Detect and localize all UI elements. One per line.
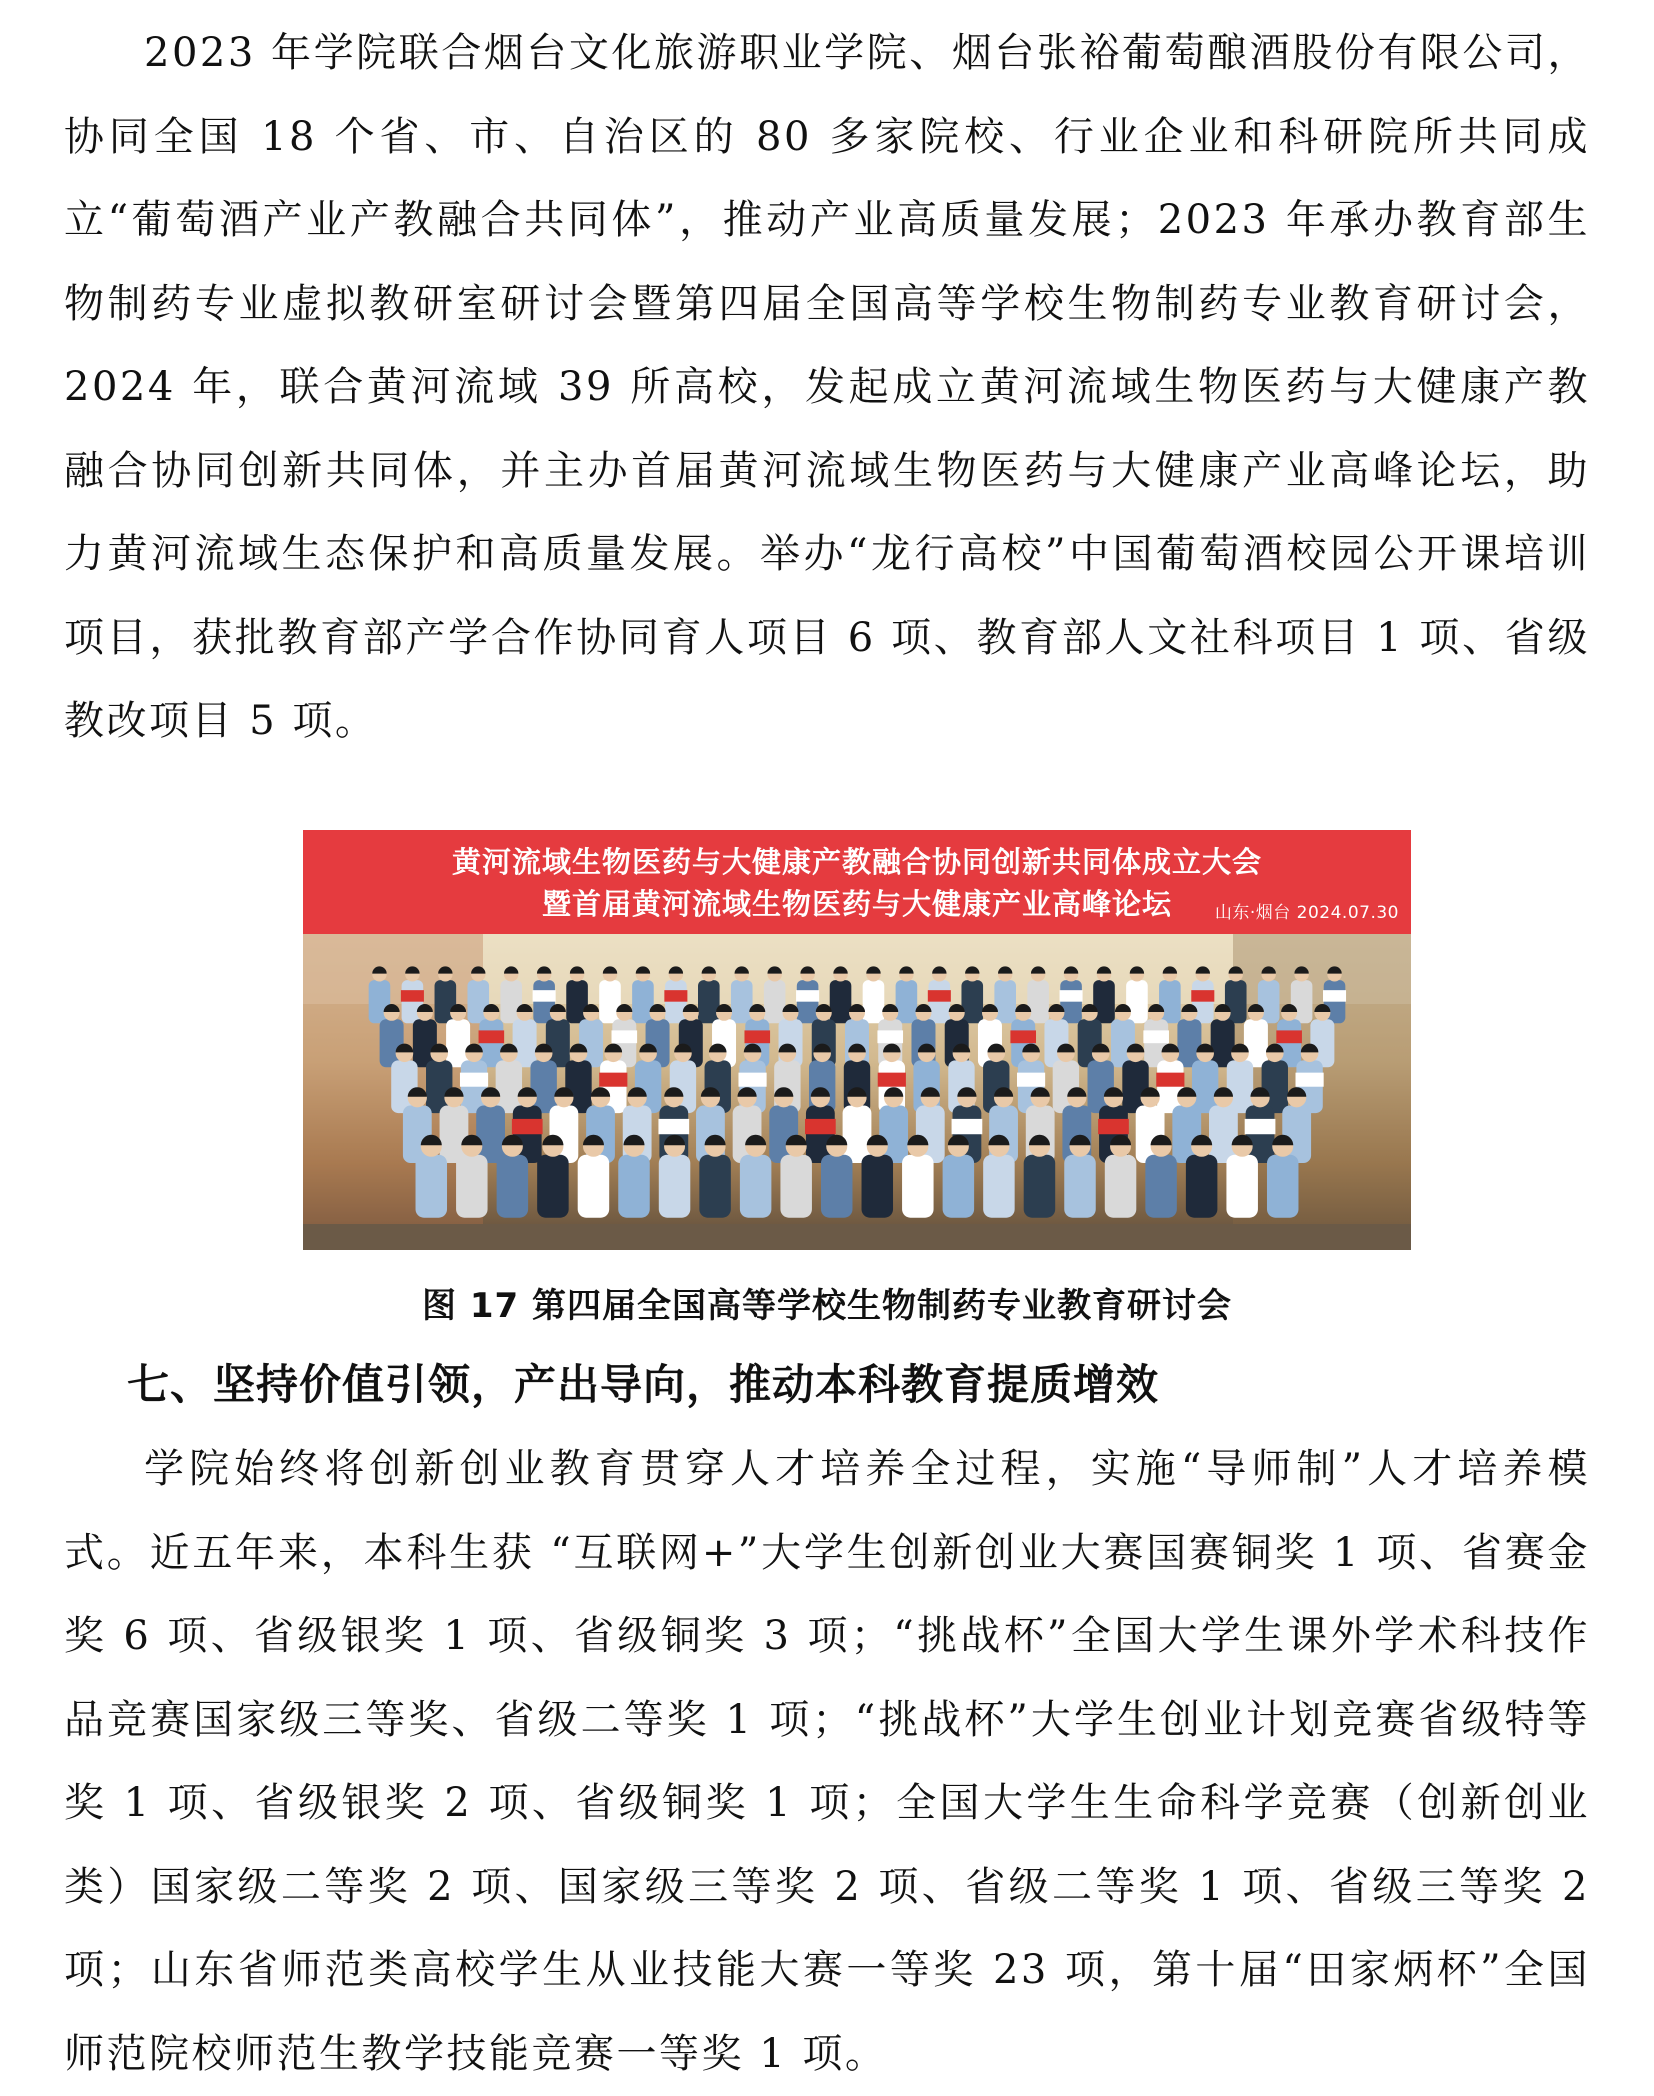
- paragraph-innovation: 学院始终将创新创业教育贯穿人才培养全过程，实施“导师制”人才培养模式。近五年来，本科生获 “互联网+”大学生创新创业大赛国赛铜奖 1 项、省赛金奖 6 项、省级银奖 1 项、省级铜奖 3 项；“挑战杯”全国大学生课外学术科技作品竞赛国家级三等奖、省级二等奖 1 项；“挑战杯”大学生创业计划竞赛省级特等奖 1 项、省级银奖 2 项、省级铜奖 1 项；全国大学生生命科学竞赛（创新创业类）国家级二等奖 2 项、国家级三等奖 2 项、省级二等奖 1 项、省级三等奖 2 项；山东省师范类高校学生从业技能大赛一等奖 23 项，第十届“田家炳杯”全国师范院校师范生教学技能竞赛一等奖 1 项。: [64, 1446, 1590, 2077]
- group-photo-scene: [303, 934, 1411, 1250]
- banner-location-date: 山东·烟台 2024.07.30: [1214, 903, 1399, 923]
- banner-title: 黄河流域生物医药与大健康产教融合协同创新共同体成立大会: [451, 845, 1262, 879]
- crowd-illustration: [303, 934, 1411, 1250]
- group-photo: [303, 830, 1411, 1250]
- section-heading: 七、坚持价值引领，产出导向，推动本科教育提质增效: [127, 1360, 1160, 1409]
- event-banner: [303, 830, 1411, 934]
- figure-caption: 图 17 第四届全国高等学校生物制药专业教育研讨会: [422, 1286, 1232, 1326]
- banner-subtitle: 暨首届黄河流域生物医药与大健康产业高峰论坛: [541, 887, 1172, 921]
- paragraph-collaboration: 2023 年学院联合烟台文化旅游职业学院、烟台张裕葡萄酿酒股份有限公司，协同全国 18 个省、市、自治区的 80 多家院校、行业企业和科研院所共同成立“葡萄酒产业产教融合共同体”，推动产业高质量发展；2023 年承办教育部生物制药专业虚拟教研室研讨会暨第四届全国高等学校生物制药专业教育研讨会，2024 年，联合黄河流域 39 所高校，发起成立黄河流域生物医药与大健康产教融合协同创新共同体，并主办首届黄河流域生物医药与大健康产业高峰论坛，助力黄河流域生态保护和高质量发展。举办“龙行高校”中国葡萄酒校园公开课培训项目，获批教育部产学合作协同育人项目 6 项、教育部人文社科项目 1 项、省级教改项目 5 项。: [64, 30, 1590, 744]
